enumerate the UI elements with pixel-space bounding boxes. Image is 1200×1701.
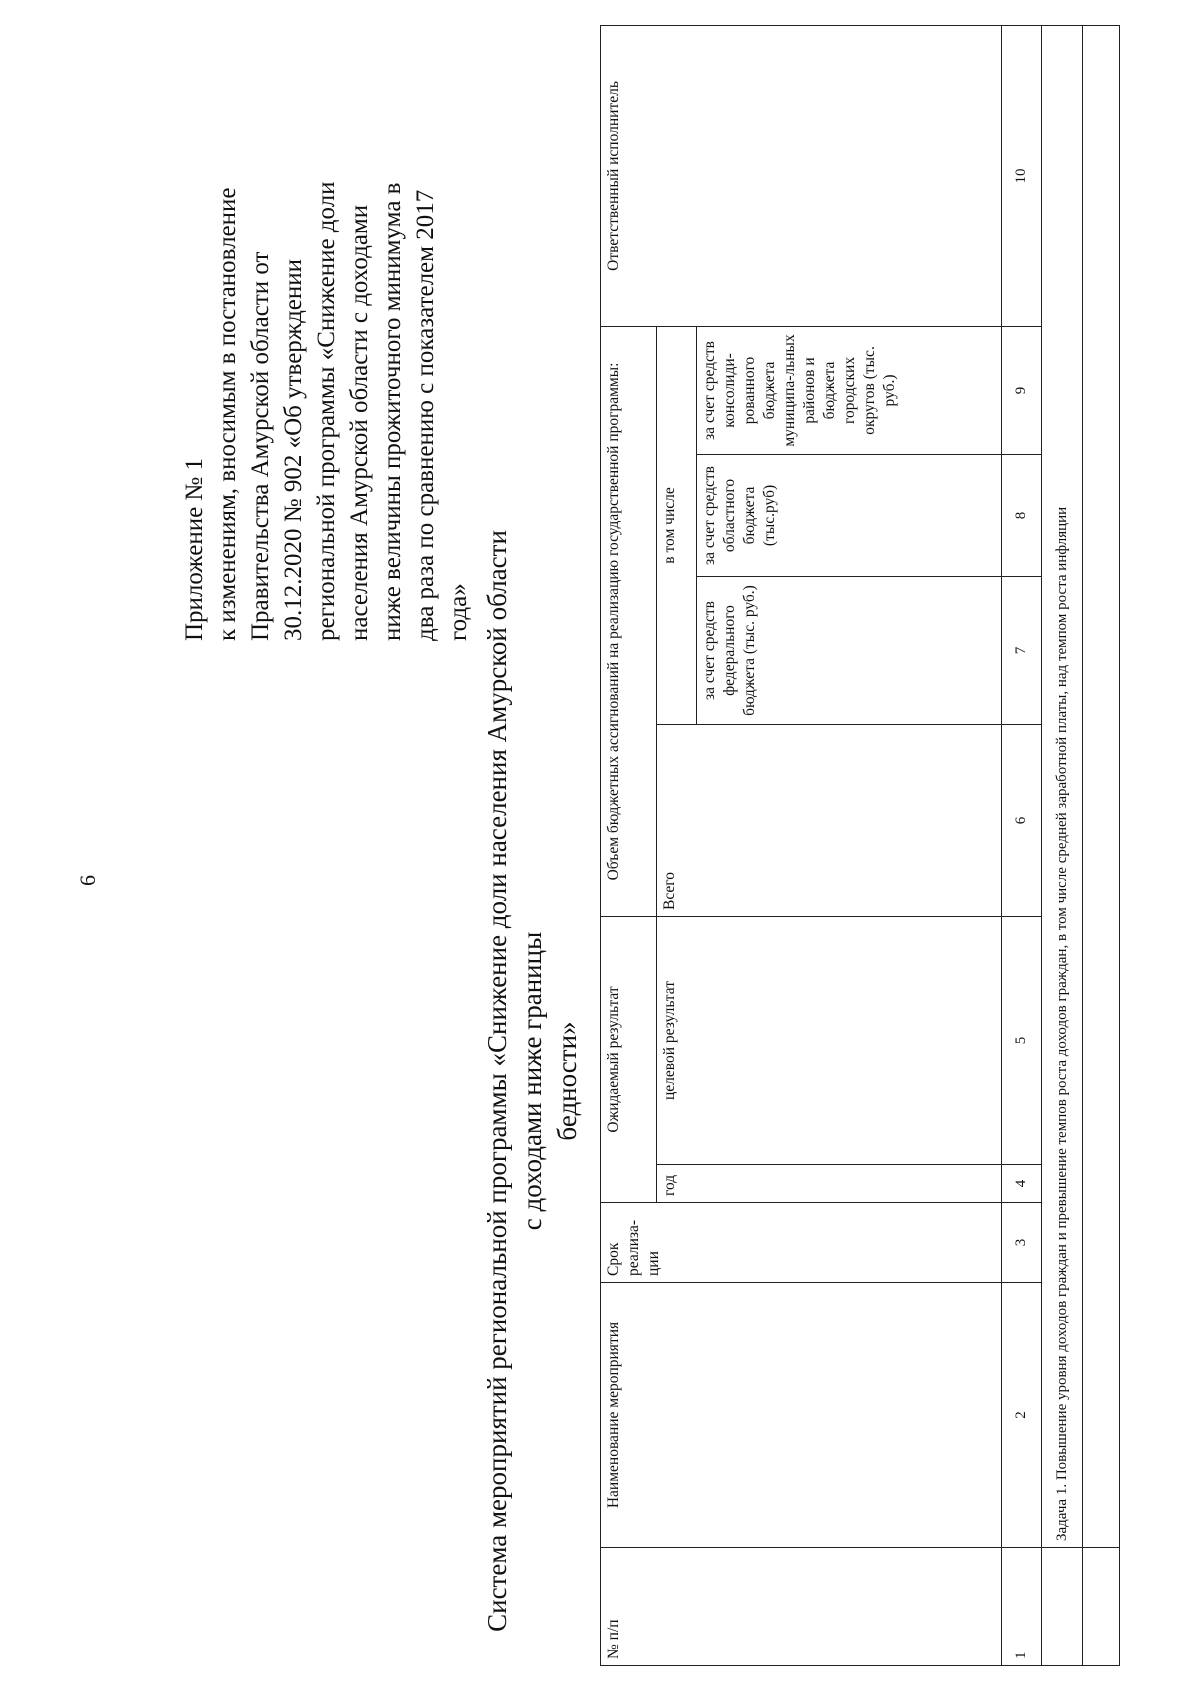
appendix-line: региональной программы «Снижение доли bbox=[313, 181, 340, 641]
header-term: Срок реализа-ции bbox=[601, 1203, 1002, 1283]
header-num: № п/п bbox=[601, 1548, 1002, 1666]
empty-row bbox=[1083, 25, 1120, 1665]
task-num-cell bbox=[1041, 1548, 1082, 1666]
document-title bbox=[480, 521, 585, 1641]
column-number: 9 bbox=[1002, 326, 1042, 454]
header-funding: Объем бюджетных ассигнований на реализацию государственной программы: bbox=[601, 326, 657, 916]
appendix-line: населения Амурской области с доходами bbox=[346, 204, 373, 641]
header-including: в том числе bbox=[657, 326, 697, 724]
column-number: 1 bbox=[1002, 1548, 1042, 1666]
header-responsible: Ответственный исполнитель bbox=[601, 25, 1002, 326]
page-number: 6 bbox=[75, 875, 100, 886]
header-year: год bbox=[657, 1165, 1002, 1203]
appendix-line: к изменениям, вносимым в постановление bbox=[214, 187, 241, 641]
header-regional: за счет средств областного бюджета (тыс.руб) bbox=[696, 454, 1001, 576]
task-row bbox=[1041, 25, 1082, 1665]
appendix-line: года» bbox=[445, 583, 472, 641]
column-number: 4 bbox=[1002, 1165, 1042, 1203]
column-number: 10 bbox=[1002, 25, 1042, 326]
column-number: 6 bbox=[1002, 724, 1042, 916]
header-municipal: за счет средств консолиди-рованного бюджета муниципа-льных районов и бюджета городских округов (тыс. руб.) bbox=[696, 326, 1001, 454]
column-number: 3 bbox=[1002, 1203, 1042, 1283]
empty-cell bbox=[1083, 25, 1120, 1547]
column-numbers-row bbox=[1002, 25, 1042, 1665]
column-number: 7 bbox=[1002, 576, 1042, 724]
title-line-1: Система мероприятий региональной программы «Снижение доли населения Амурской области с доходами ниже границы bbox=[482, 530, 547, 1632]
appendix-line: два раза по сравнению с показателем 2017 bbox=[412, 189, 439, 641]
empty-cell bbox=[1083, 1548, 1120, 1666]
header-expected: Ожидаемый результат bbox=[601, 916, 657, 1202]
appendix-block bbox=[178, 61, 475, 641]
column-number: 8 bbox=[1002, 454, 1042, 576]
header-target: целевой результат bbox=[657, 916, 1002, 1164]
task-description: Задача 1. Повышение уровня доходов граждан и превышение темпов роста доходов граждан, в том числе средней заработной платы, над темпом роста инфляции bbox=[1041, 25, 1082, 1547]
header-name: Наименование мероприятия bbox=[601, 1283, 1002, 1548]
appendix-line: 30.12.2020 № 902 «Об утверждении bbox=[280, 258, 307, 641]
title-line-2: бедности» bbox=[552, 1021, 582, 1141]
column-number: 5 bbox=[1002, 916, 1042, 1164]
header-row-1 bbox=[601, 25, 657, 1665]
appendix-line: ниже величины прожиточного минимума в bbox=[379, 182, 406, 641]
header-total: Всего bbox=[657, 724, 1002, 916]
appendix-line: Правительства Амурской области от bbox=[247, 251, 274, 641]
column-number: 2 bbox=[1002, 1283, 1042, 1548]
appendix-line: Приложение № 1 bbox=[181, 457, 208, 641]
activities-table bbox=[600, 25, 1120, 1666]
header-federal: за счет средств федерального бюджета (тыс. руб.) bbox=[696, 576, 1001, 724]
